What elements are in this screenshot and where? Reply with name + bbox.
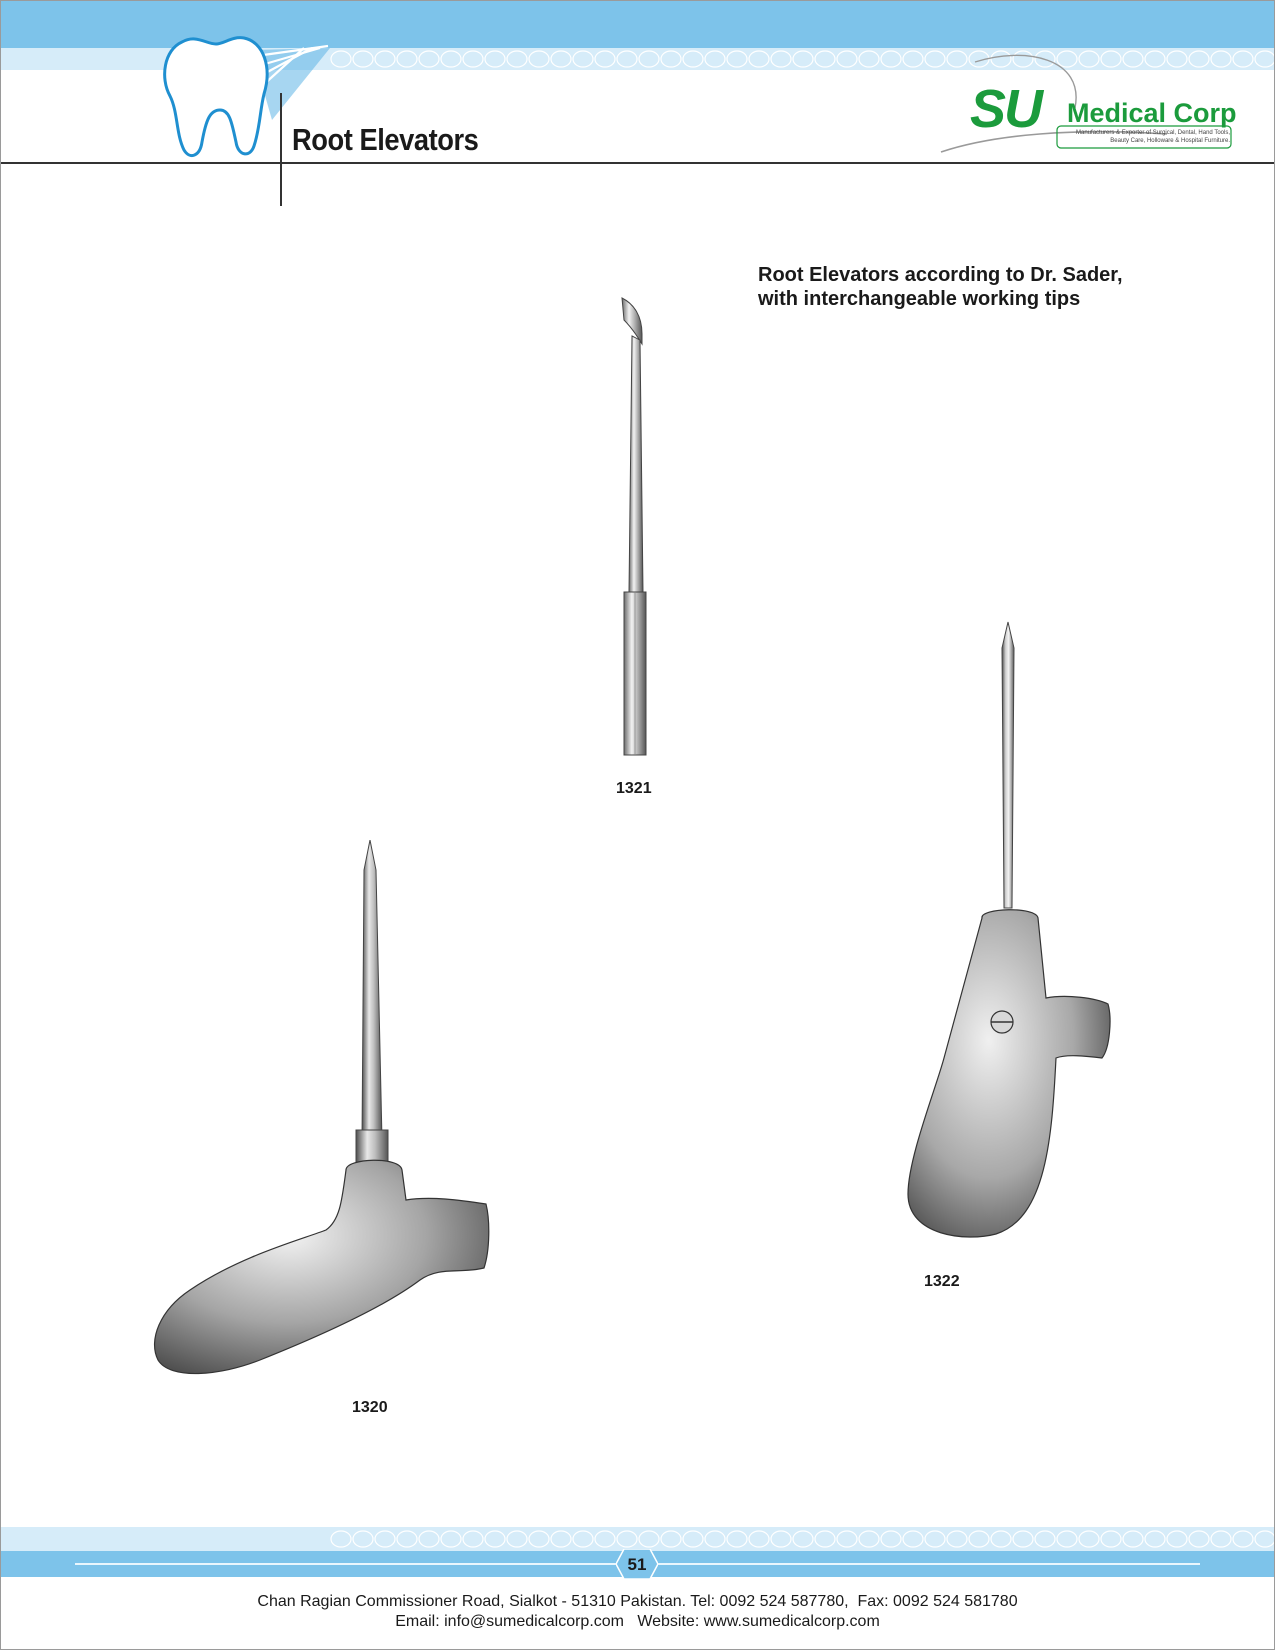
page-title: Root Elevators (292, 122, 479, 157)
brand-name: Medical Corp (1067, 98, 1237, 128)
item-number-1320: 1320 (352, 1399, 388, 1416)
title-divider (280, 93, 282, 206)
footer-contact-line: Email: info@sumedicalcorp.com Website: www.sumedicalcorp.com (395, 1613, 880, 1630)
brand-mark: SU (970, 79, 1042, 139)
brand-tagline (1054, 129, 1230, 145)
intro-line2: with interchangeable working tips (758, 288, 1081, 310)
intro-text (758, 263, 1123, 311)
brand-tagline-line2: Beauty Care, Holloware & Hospital Furniture. (1110, 138, 1230, 144)
item-number-1322: 1322 (924, 1273, 960, 1290)
item-number-1321: 1321 (616, 780, 652, 797)
elevator-vertical-handle-icon (896, 618, 1118, 1246)
brand-tagline-line1: Manufacturers & Exporter of Surgical, Dental, Hand Tools, (1076, 130, 1230, 136)
footer-ring-pattern (330, 1530, 1275, 1548)
elevator-working-tip-icon (590, 292, 670, 764)
footer-address-line: Chan Ragian Commissioner Road, Sialkot - 51310 Pakistan. Tel: 0092 524 587780, Fax: 0092 524 581780 (257, 1593, 1018, 1610)
footer-contact (0, 1592, 1275, 1632)
intro-line1: Root Elevators according to Dr. Sader, (758, 264, 1123, 286)
elevator-horizontal-handle-icon (150, 840, 490, 1420)
page-number: 51 (627, 1555, 647, 1574)
brand-logo (935, 48, 1235, 158)
header-rule (0, 162, 1275, 164)
